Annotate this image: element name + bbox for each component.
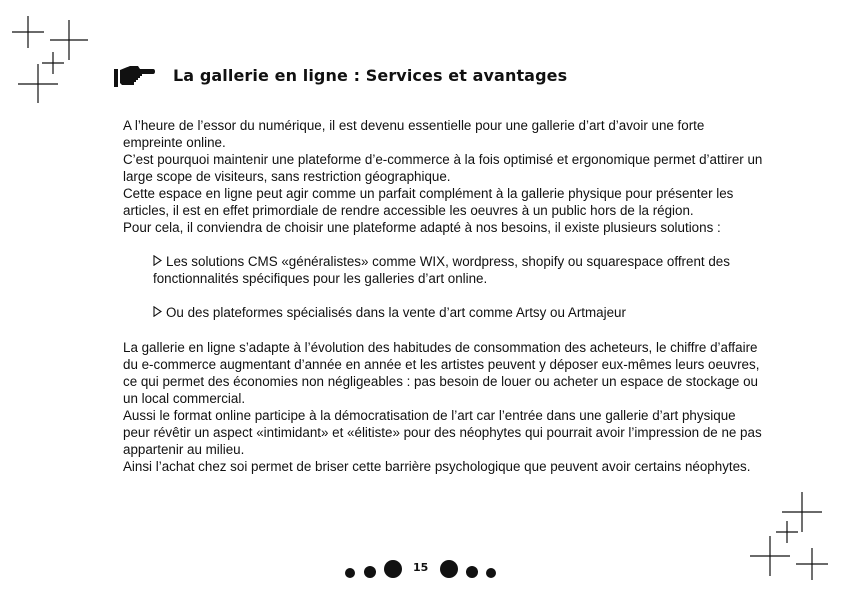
title-row	[112, 62, 712, 92]
paragraph-online-space: Cette espace en ligne peut agir comme un parfait complément à la gallerie physique pour présenter les articles, il est en effet primordiale de rendre accessible les oeuvres à un public hors de la région.	[123, 186, 734, 218]
page-number-indicator	[340, 556, 500, 582]
spacer	[123, 287, 763, 304]
paragraph-adaptation: La gallerie en ligne s’adapte à l’évolution des habitudes de consommation des acheteurs, le chiffre d’affaire du e-commerce augmentant d’année en année et les artistes peuvent y déposer eux-mêmes leurs oeuvres, ce qui permet des économies non négligeables : pas besoin de louer ou acheter un espace de stockage ou un local commercial.	[123, 340, 760, 406]
triangle-bullet-icon	[153, 304, 162, 321]
body-text	[123, 117, 763, 475]
list-item-cms-text: Les solutions CMS «généralistes» comme WIX, wordpress, shopify ou squarespace offrent des fonctionnalités spécifiques pour les galleries d’art online.	[153, 254, 730, 286]
pager-dot	[345, 568, 355, 578]
decorative-crosses-top-left	[8, 14, 98, 106]
page-number: 15	[413, 561, 429, 574]
spacer	[123, 236, 763, 253]
paragraph-barrier: Ainsi l’achat chez soi permet de briser cette barrière psychologique que peuvent avoir certains néophytes.	[123, 459, 751, 474]
paragraph-solutions: Pour cela, il conviendra de choisir une plateforme adapté à nos besoins, il existe plusieurs solutions :	[123, 220, 721, 235]
decorative-crosses-bottom-right	[748, 490, 838, 582]
spacer	[123, 321, 763, 338]
pager-dot	[364, 566, 376, 578]
pointing-hand-icon	[112, 63, 156, 94]
list-item-cms	[123, 253, 763, 287]
paragraph-ecommerce: C’est pourquoi maintenir une plateforme d’e-commerce à la fois optimisé et ergonomique permet d’attirer un large scope de visiteurs, sans restriction géographique.	[123, 152, 763, 184]
triangle-bullet-icon	[153, 253, 162, 270]
pager-dot	[384, 560, 402, 578]
paragraph-democratisation: Aussi le format online participe à la démocratisation de l’art car l’entrée dans une gallerie d’art physique peur révêtir un aspect «intimidant» et «élitiste» pour des néophytes qui pourrait avoir l’impression de ne pas appartenir au milieu.	[123, 408, 762, 457]
paragraph-intro: A l’heure de l’essor du numérique, il est devenu essentielle pour une gallerie d’art d’avoir une forte empreinte online.	[123, 118, 705, 150]
list-item-specialized-text: Ou des plateformes spécialisés dans la vente d’art comme Artsy ou Artmajeur	[166, 305, 626, 320]
list-item-specialized	[123, 304, 763, 321]
pager-dot	[466, 566, 478, 578]
pager-dot	[440, 560, 458, 578]
pager-dot	[486, 568, 496, 578]
page-title: La gallerie en ligne : Services et avantages	[173, 66, 568, 85]
